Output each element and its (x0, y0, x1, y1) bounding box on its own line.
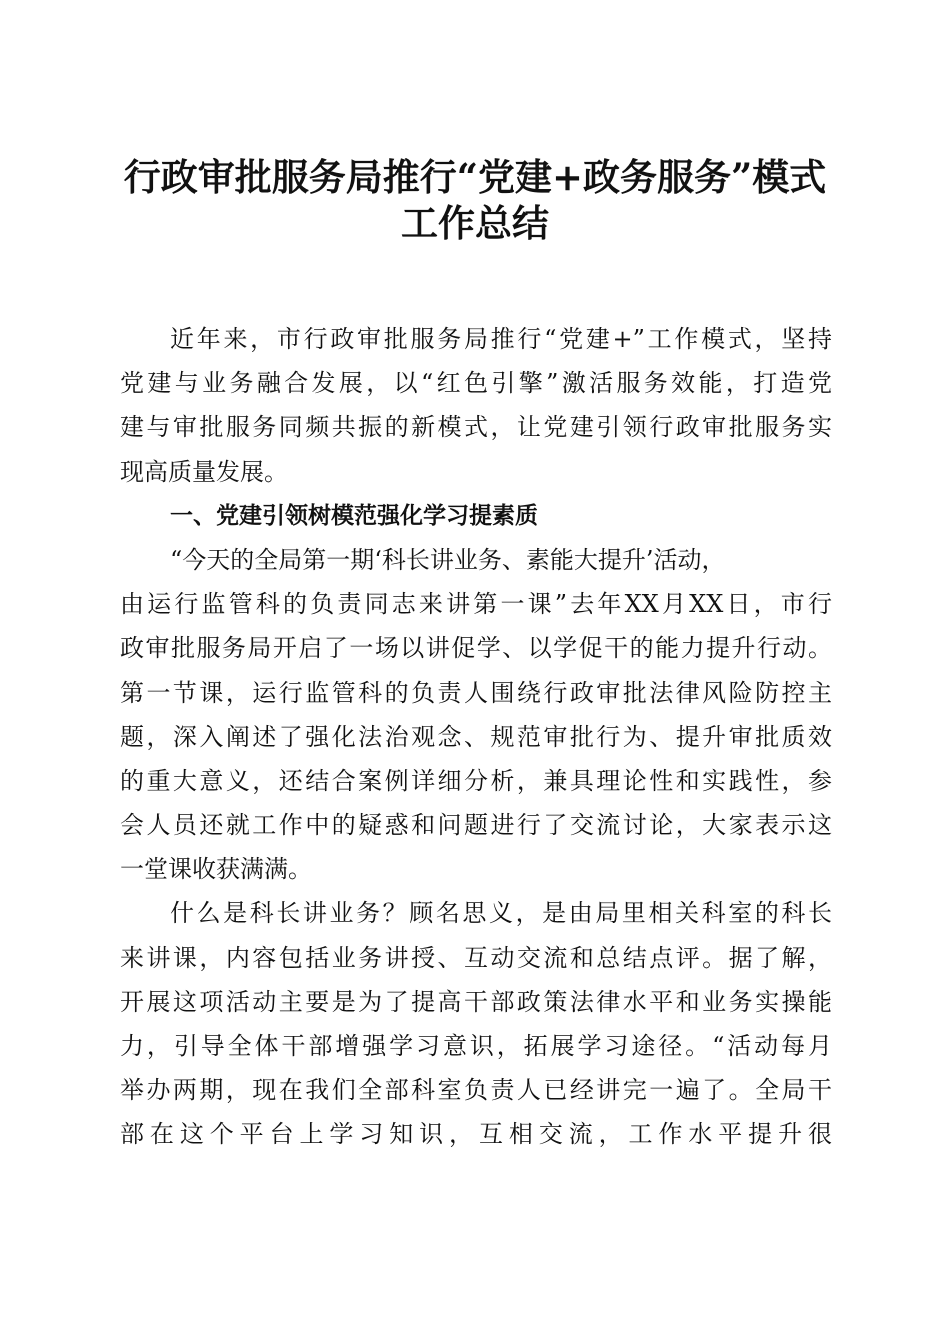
document-title-line-2: 工作总结 (401, 201, 549, 245)
paragraph-line: 一堂课收获满满。 (120, 855, 312, 884)
paragraph-line: 由运行监管科的负责同志来讲第一课”去年XX月XX日，市行 (120, 590, 832, 619)
paragraph-line: 建与审批服务同频共振的新模式，让党建引领行政审批服务实 (120, 413, 832, 442)
paragraph-line: 开展这项活动主要是为了提高干部政策法律水平和业务实操能 (120, 987, 832, 1016)
paragraph-line: 近年来，市行政审批服务局推行“党建+”工作模式，坚持 (170, 325, 832, 353)
paragraph-line: 力，引导全体干部增强学习意识，拓展学习途径。“活动每月 (120, 1032, 832, 1060)
paragraph-line: 第一节课，运行监管科的负责人围绕行政审批法律风险防控主 (120, 678, 832, 707)
section-heading: 一、党建引领树模范强化学习提素质 (170, 502, 538, 529)
paragraph-line: 什么是科长讲业务？顾名思义，是由局里相关科室的科长 (170, 899, 832, 928)
document-body (120, 317, 832, 1157)
document-title-line-1: 行政审批服务局推行“党建+政务服务”模式 (123, 155, 827, 199)
paragraph-line: 题，深入阐述了强化法治观念、规范审批行为、提升审批质效 (120, 722, 832, 751)
paragraph-line: 现高质量发展。 (120, 457, 288, 486)
paragraph-line: 部在这个平台上学习知识，互相交流，工作水平提升很 (120, 1120, 832, 1149)
paragraph-line: 来讲课，内容包括业务讲授、互动交流和总结点评。据了解， (120, 943, 832, 972)
paragraph-line: 举办两期，现在我们全部科室负责人已经讲完一遍了。全局干 (120, 1076, 832, 1105)
paragraph-line: 党建与业务融合发展，以“红色引擎”激活服务效能，打造党 (120, 369, 832, 398)
paragraph-line: 会人员还就工作中的疑惑和问题进行了交流讨论，大家表示这 (120, 811, 832, 840)
paragraph-line: 的重大意义，还结合案例详细分析，兼具理论性和实践性，参 (120, 766, 832, 795)
paragraph-line: 政审批服务局开启了一场以讲促学、以学促干的能力提升行动。 (120, 634, 832, 663)
paragraph-line: “今天的全局第一期‘科长讲业务、素能大提升’活动， (170, 545, 726, 574)
